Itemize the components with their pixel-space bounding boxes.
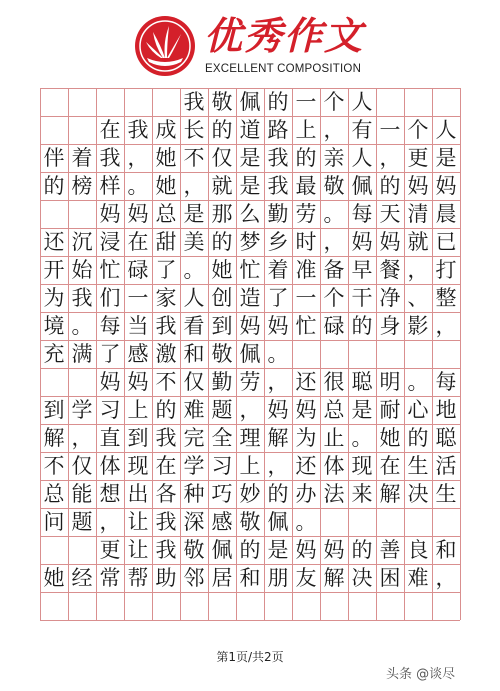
grid-character: 着: [267, 258, 289, 282]
grid-character: 浸: [99, 230, 121, 254]
grid-character: 甜: [155, 230, 177, 254]
grid-character: 办: [295, 482, 317, 506]
grid-character: 我: [127, 118, 149, 142]
grid-character: 创: [211, 286, 233, 310]
grid-character: 晨: [435, 202, 457, 226]
grid-character: 我: [155, 314, 177, 338]
grid-character: 的: [295, 146, 317, 170]
grid-character: 了: [267, 286, 289, 310]
grid-character: 。: [71, 314, 93, 338]
grid-character: 到: [211, 314, 233, 338]
grid-character: 佩: [351, 174, 373, 198]
grid-character: 那: [211, 202, 233, 226]
grid-character: 难: [407, 566, 429, 590]
grid-character: 明: [379, 370, 401, 394]
grid-character: 我: [155, 510, 177, 534]
grid-character: 善: [379, 538, 401, 562]
grid-character: 餐: [379, 258, 401, 282]
grid-character: 她: [155, 174, 177, 198]
grid-character: 妈: [295, 538, 317, 562]
essay-line: [40, 144, 460, 172]
grid-character: 的: [211, 230, 233, 254]
grid-character: 决: [351, 566, 373, 590]
grid-character: 早: [351, 258, 373, 282]
grid-character: 妈: [295, 398, 317, 422]
grid-column-line: [460, 88, 461, 620]
grid-character: 碌: [323, 314, 345, 338]
essay-line: [40, 172, 460, 200]
grid-character: 。: [351, 426, 373, 450]
grid-character: 我: [155, 538, 177, 562]
grid-character: 居: [211, 566, 233, 590]
grid-character: 影: [407, 314, 429, 338]
essay-line: [40, 340, 460, 368]
grid-character: ，: [435, 314, 457, 338]
grid-character: 我: [183, 90, 205, 114]
grid-character: 我: [155, 426, 177, 450]
grid-character: 还: [295, 454, 317, 478]
grid-character: 常: [99, 566, 121, 590]
grid-character: 是: [183, 202, 205, 226]
grid-character: 深: [183, 510, 205, 534]
grid-character: 已: [435, 230, 457, 254]
grid-character: 的: [43, 174, 65, 198]
grid-character: 一: [127, 286, 149, 310]
grid-character: 还: [43, 230, 65, 254]
grid-character: 每: [435, 370, 457, 394]
grid-character: 的: [351, 314, 373, 338]
grid-character: 完: [183, 426, 205, 450]
grid-character: ，: [267, 370, 289, 394]
grid-character: 妈: [351, 230, 373, 254]
grid-character: 地: [435, 398, 457, 422]
grid-character: 最: [295, 174, 317, 198]
grid-character: 备: [323, 258, 345, 282]
grid-character: 妈: [267, 314, 289, 338]
grid-character: 激: [155, 342, 177, 366]
grid-character: 心: [407, 398, 429, 422]
essay-line: [40, 284, 460, 312]
grid-character: 。: [295, 510, 317, 534]
grid-character: 忙: [99, 258, 121, 282]
grid-character: ，: [127, 146, 149, 170]
grid-character: 妈: [127, 202, 149, 226]
grid-character: 个: [323, 90, 345, 114]
grid-character: 妈: [267, 398, 289, 422]
grid-character: 是: [351, 398, 373, 422]
essay-line: [40, 256, 460, 284]
grid-character: 梦: [239, 230, 261, 254]
essay-line: [40, 452, 460, 480]
grid-character: 学: [183, 454, 205, 478]
grid-character: 了: [155, 258, 177, 282]
grid-character: 劳: [295, 202, 317, 226]
grid-character: 上: [295, 118, 317, 142]
grid-character: 我: [267, 174, 289, 198]
grid-character: 现: [351, 454, 373, 478]
grid-character: 上: [239, 454, 261, 478]
grid-character: 难: [183, 398, 205, 422]
grid-character: 身: [379, 314, 401, 338]
grid-character: 沉: [71, 230, 93, 254]
grid-character: 的: [407, 426, 429, 450]
grid-character: 每: [351, 202, 373, 226]
grid-character: ，: [407, 258, 429, 282]
grid-character: 想: [99, 482, 121, 506]
grid-character: 样: [99, 174, 121, 198]
grid-character: 体: [99, 454, 121, 478]
grid-character: 忙: [295, 314, 317, 338]
grid-character: 仅: [71, 454, 93, 478]
grid-character: 仅: [211, 146, 233, 170]
grid-character: 题: [211, 398, 233, 422]
grid-character: 。: [267, 342, 289, 366]
grid-character: 乡: [267, 230, 289, 254]
grid-character: 始: [71, 258, 93, 282]
grid-character: 解: [323, 566, 345, 590]
grid-character: 一: [295, 286, 317, 310]
essay-line: [40, 508, 460, 536]
grid-character: 一: [295, 90, 317, 114]
grid-character: 的: [267, 482, 289, 506]
grid-character: 让: [127, 510, 149, 534]
grid-character: 满: [71, 342, 93, 366]
grid-character: 敬: [211, 90, 233, 114]
grid-character: ，: [379, 146, 401, 170]
grid-character: 整: [435, 286, 457, 310]
grid-character: 她: [155, 146, 177, 170]
grid-character: 题: [71, 510, 93, 534]
grid-character: 巧: [211, 482, 233, 506]
grid-character: 仅: [183, 370, 205, 394]
grid-character: 。: [127, 174, 149, 198]
grid-character: 充: [43, 342, 65, 366]
grid-character: 很: [323, 370, 345, 394]
grid-character: 天: [379, 202, 401, 226]
grid-character: 是: [267, 538, 289, 562]
grid-character: 到: [43, 398, 65, 422]
grid-character: 家: [155, 286, 177, 310]
grid-character: 清: [407, 202, 429, 226]
grid-character: 总: [323, 398, 345, 422]
grid-character: 看: [183, 314, 205, 338]
grid-character: 和: [239, 566, 261, 590]
grid-character: 能: [71, 482, 93, 506]
grid-character: 妈: [435, 174, 457, 198]
grid-character: ，: [239, 398, 261, 422]
grid-character: 个: [407, 118, 429, 142]
grid-character: 有: [351, 118, 373, 142]
grid-character: 妙: [239, 482, 261, 506]
grid-character: 是: [435, 146, 457, 170]
grid-character: 和: [435, 538, 457, 562]
grid-character: 敬: [211, 342, 233, 366]
grid-character: 决: [407, 482, 429, 506]
essay-line: [40, 200, 460, 228]
grid-character: 干: [351, 286, 373, 310]
grid-character: 感: [211, 510, 233, 534]
grid-character: 问: [43, 510, 65, 534]
grid-character: 解: [267, 426, 289, 450]
grid-row-line: [40, 592, 460, 593]
grid-character: 为: [295, 426, 317, 450]
essay-line: [40, 368, 460, 396]
grid-character: 感: [127, 342, 149, 366]
grid-character: 不: [155, 370, 177, 394]
logo-title: 优秀作文: [204, 13, 365, 58]
essay-line: [40, 396, 460, 424]
grid-character: 妈: [379, 230, 401, 254]
grid-character: 还: [295, 370, 317, 394]
grid-character: 友: [295, 566, 317, 590]
grid-character: 解: [43, 426, 65, 450]
grid-character: ，: [323, 118, 345, 142]
grid-character: 的: [379, 174, 401, 198]
grid-character: 生: [435, 482, 457, 506]
grid-character: 就: [211, 174, 233, 198]
grid-character: 更: [407, 146, 429, 170]
grid-character: 让: [127, 538, 149, 562]
grid-character: 人: [351, 90, 373, 114]
grid-character: 耐: [379, 398, 401, 422]
grid-character: 我: [71, 286, 93, 310]
grid-character: 时: [295, 230, 317, 254]
grid-character: 。: [407, 370, 429, 394]
grid-character: ，: [435, 566, 457, 590]
grid-character: 准: [295, 258, 317, 282]
grid-character: 学: [71, 398, 93, 422]
page-indicator: 第1页/共2页: [216, 650, 284, 664]
grid-character: 敬: [239, 510, 261, 534]
grid-character: 在: [127, 230, 149, 254]
grid-character: 碌: [127, 258, 149, 282]
grid-character: 伴: [43, 146, 65, 170]
grid-character: 榜: [71, 174, 93, 198]
grid-character: 勤: [267, 202, 289, 226]
grid-character: 到: [127, 426, 149, 450]
grid-character: 妈: [99, 202, 121, 226]
grid-character: 在: [379, 454, 401, 478]
logo-emblem-icon: [133, 14, 197, 78]
grid-character: 每: [99, 314, 121, 338]
grid-character: 出: [127, 482, 149, 506]
grid-character: 邻: [183, 566, 205, 590]
grid-character: 聪: [435, 426, 457, 450]
grid-character: 现: [127, 454, 149, 478]
grid-character: 、: [407, 286, 429, 310]
grid-character: 总: [155, 202, 177, 226]
grid-character: 她: [43, 566, 65, 590]
composition-grid-paper: [40, 88, 460, 640]
grid-character: 是: [239, 146, 261, 170]
grid-character: 长: [183, 118, 205, 142]
grid-character: 生: [407, 454, 429, 478]
grid-character: 全: [211, 426, 233, 450]
grid-character: 帮: [127, 566, 149, 590]
grid-character: 人: [435, 118, 457, 142]
grid-character: 在: [99, 118, 121, 142]
grid-character: 的: [155, 398, 177, 422]
essay-line: [40, 312, 460, 340]
grid-character: 境: [43, 314, 65, 338]
grid-character: 困: [379, 566, 401, 590]
grid-character: 妈: [99, 370, 121, 394]
grid-character: 习: [211, 454, 233, 478]
grid-character: 活: [435, 454, 457, 478]
grid-character: 敬: [323, 174, 345, 198]
grid-character: 佩: [239, 90, 261, 114]
grid-character: 一: [379, 118, 401, 142]
grid-character: ，: [99, 510, 121, 534]
grid-character: 法: [323, 482, 345, 506]
grid-character: 忙: [239, 258, 261, 282]
grid-character: 佩: [267, 510, 289, 534]
grid-character: 直: [99, 426, 121, 450]
grid-character: 和: [183, 342, 205, 366]
grid-character: 为: [43, 286, 65, 310]
grid-character: 么: [239, 202, 261, 226]
grid-character: 助: [155, 566, 177, 590]
grid-character: 佩: [239, 342, 261, 366]
grid-character: 止: [323, 426, 345, 450]
grid-character: 的: [351, 538, 373, 562]
grid-character: 道: [239, 118, 261, 142]
grid-character: 勤: [211, 370, 233, 394]
grid-character: 着: [71, 146, 93, 170]
grid-character: ，: [183, 174, 205, 198]
grid-row-line: [40, 620, 460, 621]
grid-character: 们: [99, 286, 121, 310]
grid-character: 净: [379, 286, 401, 310]
grid-character: 劳: [239, 370, 261, 394]
grid-character: 总: [43, 482, 65, 506]
grid-character: 路: [267, 118, 289, 142]
grid-character: 开: [43, 258, 65, 282]
grid-character: 妈: [323, 538, 345, 562]
essay-line: [40, 480, 460, 508]
grid-character: ，: [267, 454, 289, 478]
grid-character: 体: [323, 454, 345, 478]
grid-character: 亲: [323, 146, 345, 170]
grid-character: 人: [183, 286, 205, 310]
grid-character: 成: [155, 118, 177, 142]
grid-character: 就: [407, 230, 429, 254]
grid-character: 妈: [239, 314, 261, 338]
essay-line: [40, 116, 460, 144]
grid-character: 不: [43, 454, 65, 478]
grid-character: 我: [99, 146, 121, 170]
grid-character: 造: [239, 286, 261, 310]
grid-character: 了: [99, 342, 121, 366]
grid-character: 种: [183, 482, 205, 506]
grid-character: 她: [379, 426, 401, 450]
grid-character: 习: [99, 398, 121, 422]
logo-subtitle: EXCELLENT COMPOSITION: [205, 63, 362, 75]
grid-character: 她: [211, 258, 233, 282]
grid-character: 佩: [211, 538, 233, 562]
grid-character: 个: [323, 286, 345, 310]
essay-line: [40, 228, 460, 256]
grid-character: 当: [127, 314, 149, 338]
grid-character: 。: [183, 258, 205, 282]
grid-character: 的: [211, 118, 233, 142]
grid-character: 是: [239, 174, 261, 198]
grid-character: ，: [71, 426, 93, 450]
grid-character: 来: [351, 482, 373, 506]
grid-character: ，: [323, 230, 345, 254]
grid-character: 更: [99, 538, 121, 562]
grid-character: 妈: [407, 174, 429, 198]
essay-line: [40, 424, 460, 452]
grid-character: 理: [239, 426, 261, 450]
grid-character: 聪: [351, 370, 373, 394]
grid-character: 的: [239, 538, 261, 562]
grid-character: 敬: [183, 538, 205, 562]
grid-character: 不: [183, 146, 205, 170]
grid-character: 。: [323, 202, 345, 226]
grid-character: 朋: [267, 566, 289, 590]
grid-character: 妈: [127, 370, 149, 394]
grid-character: 良: [407, 538, 429, 562]
watermark: 头条 @谈尽: [386, 667, 456, 682]
grid-character: 各: [155, 482, 177, 506]
grid-character: 在: [155, 454, 177, 478]
grid-character: 解: [379, 482, 401, 506]
grid-character: 人: [351, 146, 373, 170]
grid-character: 我: [267, 146, 289, 170]
header: [0, 0, 500, 86]
grid-character: 经: [71, 566, 93, 590]
grid-character: 上: [127, 398, 149, 422]
grid-character: 打: [435, 258, 457, 282]
grid-character: 的: [267, 90, 289, 114]
essay-line: [40, 564, 460, 592]
grid-character: 美: [183, 230, 205, 254]
essay-line: [40, 536, 460, 564]
essay-title: [40, 88, 460, 116]
